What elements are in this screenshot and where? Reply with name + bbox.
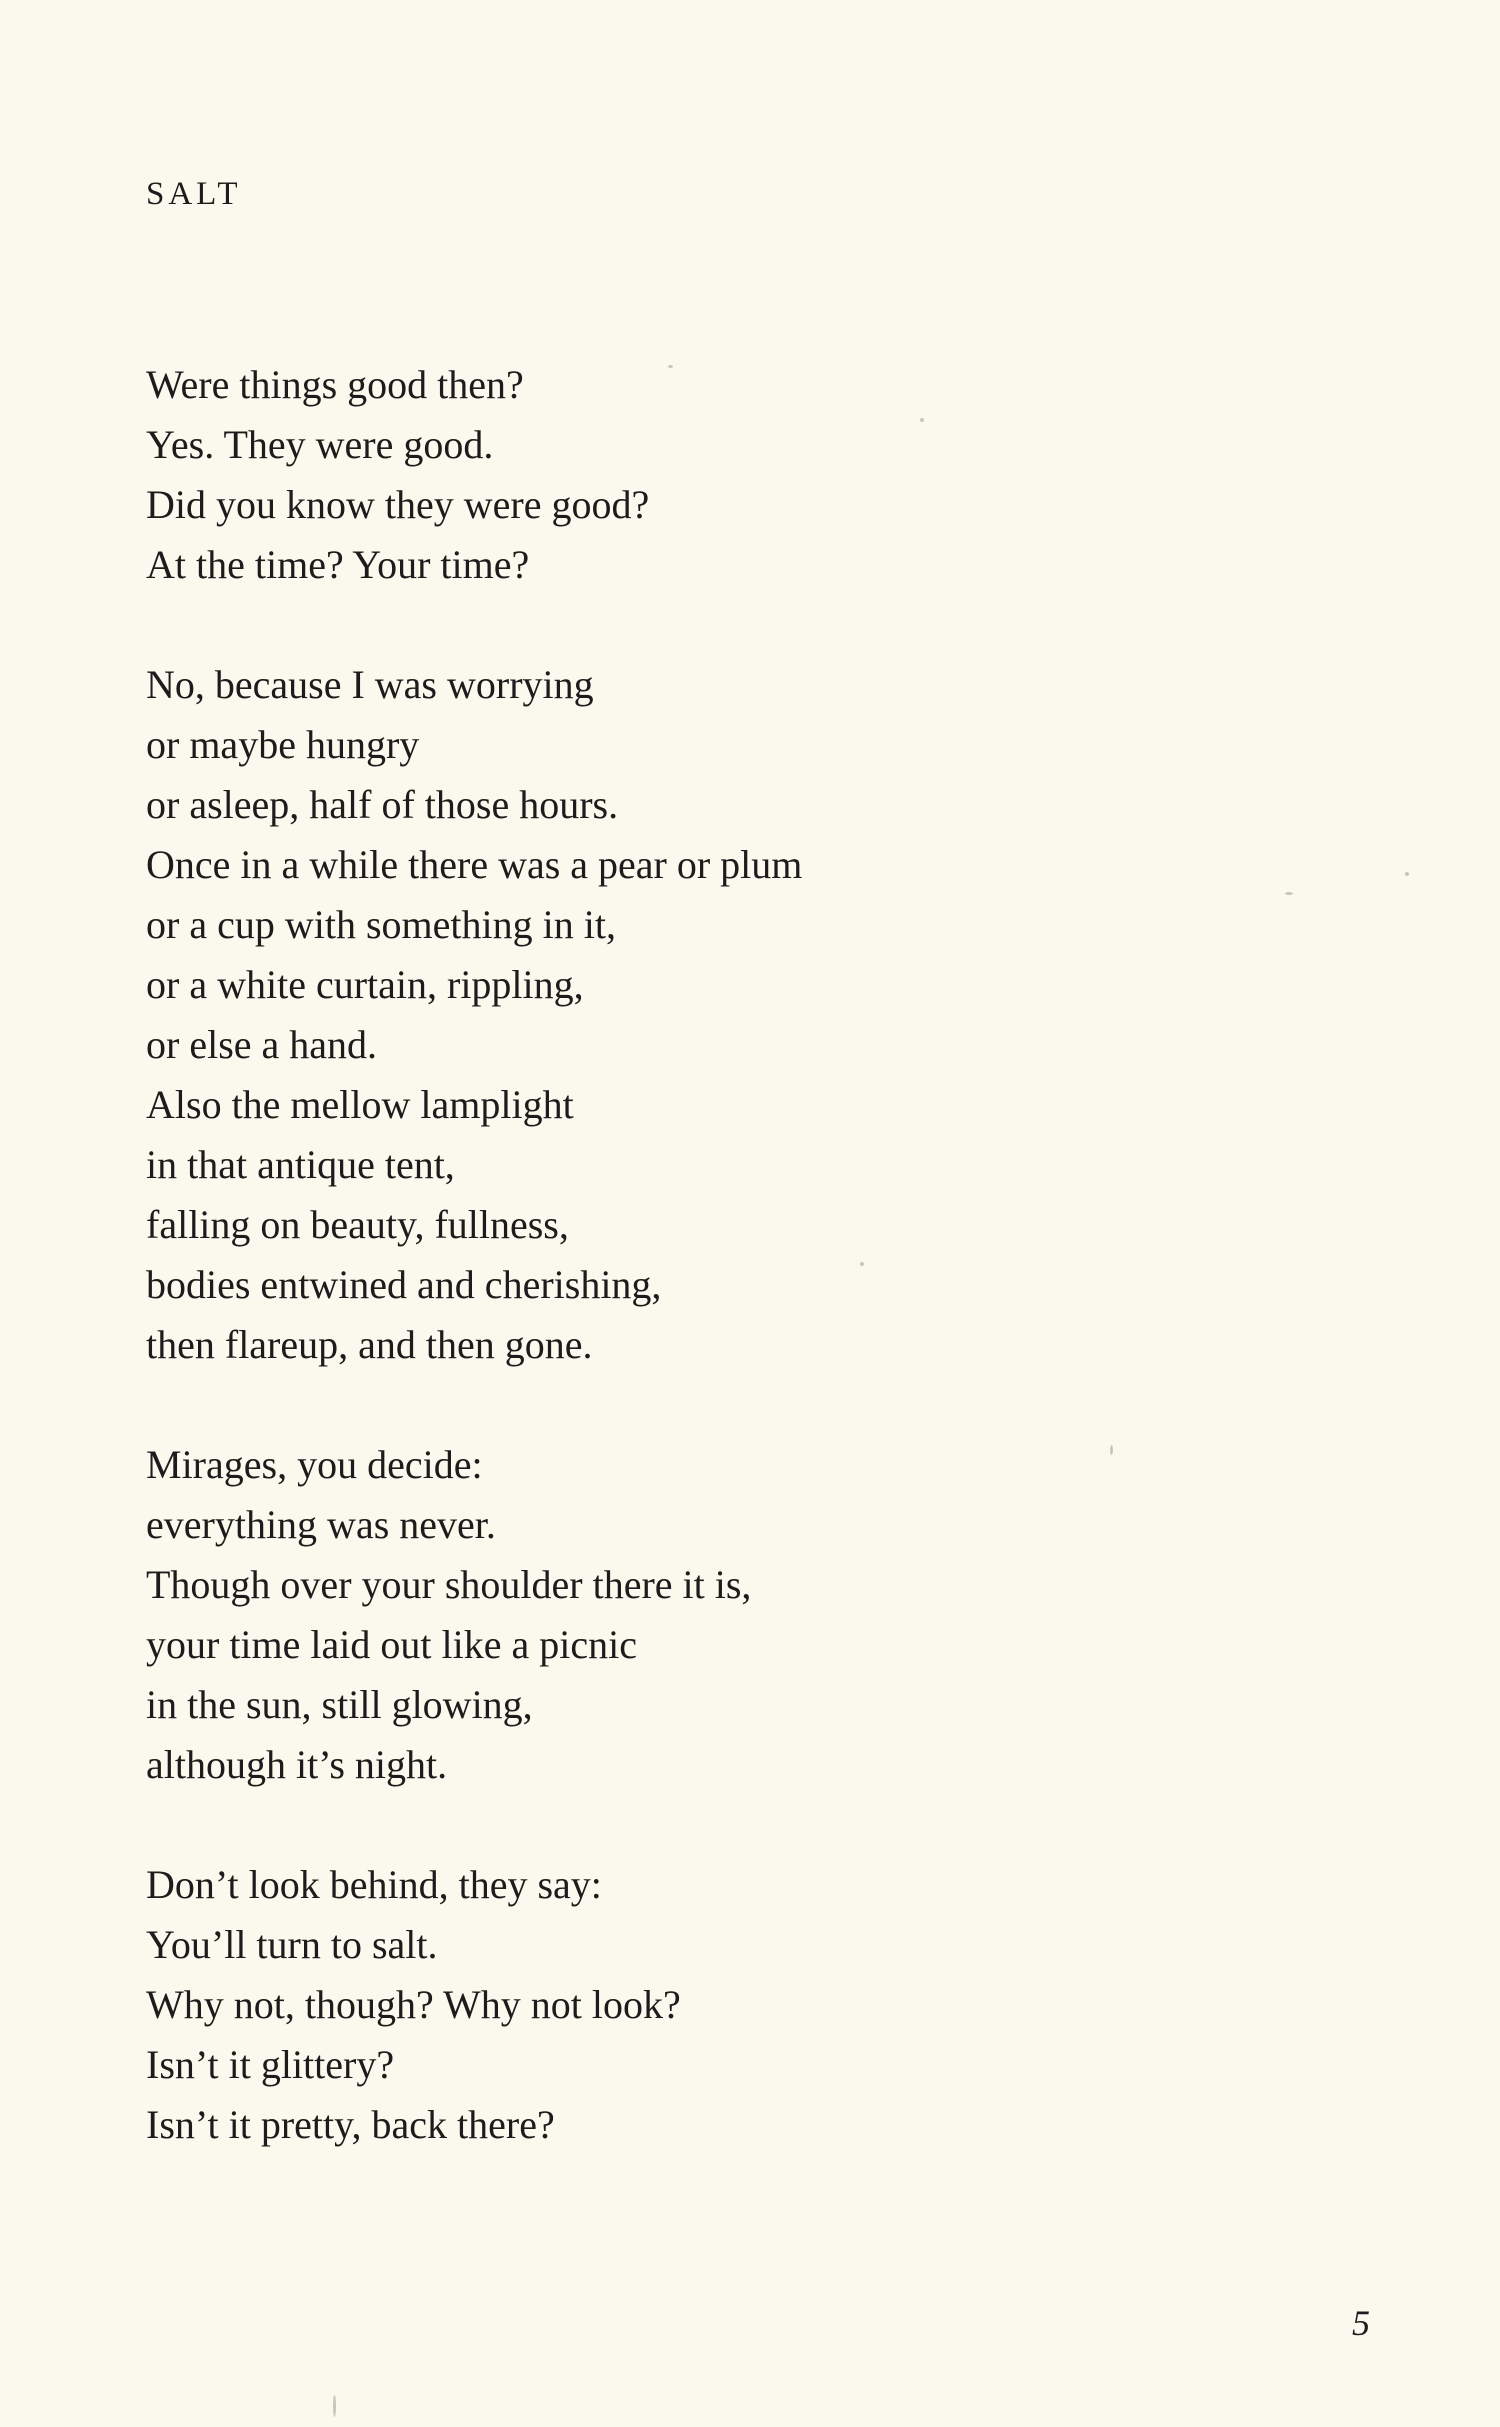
paper-speck [333, 2395, 336, 2417]
stanza [146, 1435, 1246, 1795]
poem-line: or a cup with something in it, [146, 902, 616, 947]
poem-title: SALT [146, 176, 242, 212]
poem-line: or maybe hungry [146, 722, 420, 767]
poem-line: Once in a while there was a pear or plum [146, 842, 803, 887]
stanza [146, 1855, 1246, 2155]
paper-speck [1285, 892, 1293, 895]
poem-line: in that antique tent, [146, 1142, 455, 1187]
poem-line: Isn’t it pretty, back there? [146, 2102, 555, 2147]
poem-body [146, 355, 1246, 2155]
poem-line: or asleep, half of those hours. [146, 782, 619, 827]
poem-line: Were things good then? [146, 362, 524, 407]
poem-line: Yes. They were good. [146, 422, 494, 467]
paper-speck [920, 418, 924, 422]
poem-line: Though over your shoulder there it is, [146, 1562, 752, 1607]
poem-line: At the time? Your time? [146, 542, 530, 587]
poem-line: Isn’t it glittery? [146, 2042, 395, 2087]
poem-line: Did you know they were good? [146, 482, 650, 527]
poem-line: or else a hand. [146, 1022, 378, 1067]
poem-line: You’ll turn to salt. [146, 1922, 438, 1967]
poem-line: falling on beauty, fullness, [146, 1202, 569, 1247]
poem-line: although it’s night. [146, 1742, 448, 1787]
poem-line: then flareup, and then gone. [146, 1322, 593, 1367]
stanza [146, 655, 1246, 1375]
page-number: 5 [1352, 2303, 1370, 2343]
poem-line: Mirages, you decide: [146, 1442, 483, 1487]
poem-line: No, because I was worrying [146, 662, 594, 707]
poem-line: Don’t look behind, they say: [146, 1862, 602, 1907]
poem-line: or a white curtain, rippling, [146, 962, 584, 1007]
paper-speck [668, 365, 673, 368]
paper-speck [860, 1262, 864, 1266]
poem-line: bodies entwined and cherishing, [146, 1262, 662, 1307]
poem-line: Why not, though? Why not look? [146, 1982, 681, 2027]
paper-speck [1110, 1445, 1113, 1455]
paper-speck [1405, 872, 1409, 876]
stanza [146, 355, 1246, 595]
poem-line: everything was never. [146, 1502, 496, 1547]
poem-line: in the sun, still glowing, [146, 1682, 533, 1727]
poem-line: Also the mellow lamplight [146, 1082, 574, 1127]
poem-line: your time laid out like a picnic [146, 1622, 637, 1667]
